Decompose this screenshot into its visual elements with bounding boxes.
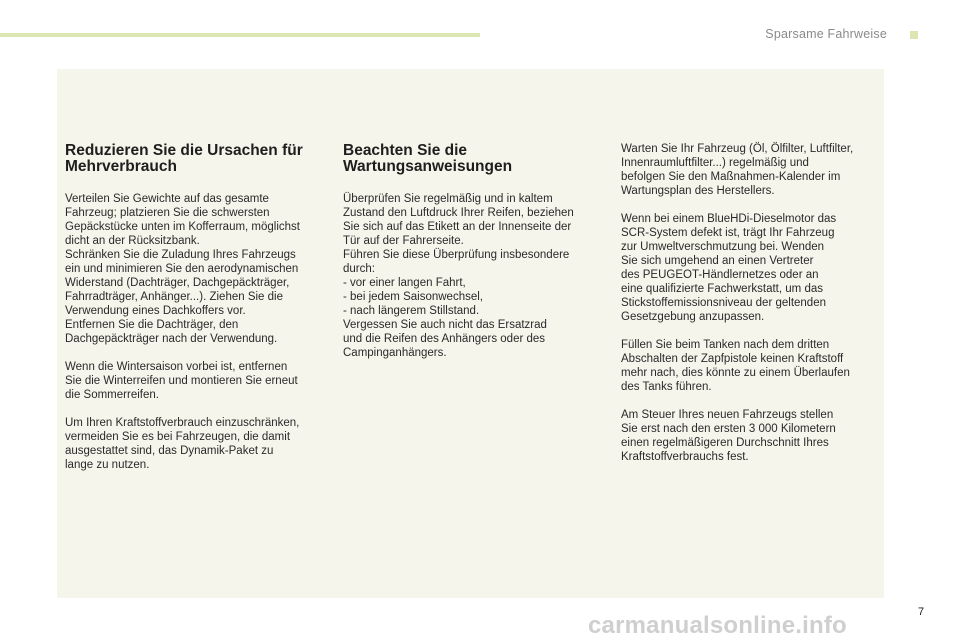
section-marker xyxy=(910,31,918,39)
watermark-logo: carmanualsonline.info xyxy=(588,612,847,639)
page-number: 7 xyxy=(918,606,925,618)
paragraph-new-vehicle: Am Steuer Ihres neuen Fahrzeugs stellen Sie erst nach den ersten 3 000 Kilometern einen regelmäßigeren Durchschnitt Ihres Kraftstoffverbrauchs fest. xyxy=(621,409,836,463)
paragraph-service-schedule: Warten Sie Ihr Fahrzeug (Öl, Ölfilter, Luftfilter, Innenraumluftfilter...) regelmäßig und befolgen Sie den Maßnahmen-Kalender im Wartungsplan des Herstellers. xyxy=(621,143,854,197)
heading-maintenance: Beachten Sie die Wartungsanweisungen xyxy=(343,142,513,175)
paragraph-refuelling: Füllen Sie beim Tanken nach dem dritten Abschalten der Zapfpistole keinen Kraftstoff mehr nach, dies könnte zu einem Überlaufen des Tanks führen. xyxy=(621,339,850,393)
paragraph-scr-system: Wenn bei einem BlueHDi-Dieselmotor das SCR-System defekt ist, trägt Ihr Fahrzeug zur Umweltverschmutzung bei. Wenden Sie sich umgehend an einen Vertreter des PEUGEOT-Händlernetzes oder an eine qualifizierte Fachwerkstatt, um das Stickstoffemissionsniveau der geltenden Gesetzgebung anzupassen. xyxy=(621,213,837,323)
paragraph-winter-tyres: Wenn die Wintersaison vorbei ist, entfernen Sie die Winterreifen und montieren Sie erneut die Sommerreifen. xyxy=(65,361,298,401)
column-reduce-consumption xyxy=(65,143,327,486)
column-maintenance xyxy=(343,143,605,374)
section-title: Sparsame Fahrweise xyxy=(765,27,887,41)
paragraph-dynamic-pack: Um Ihren Kraftstoffverbrauch einzuschränken, vermeiden Sie es bei Fahrzeugen, die damit ausgestattet sind, das Dynamik-Paket zu lange zu nutzen. xyxy=(65,417,300,471)
paragraph-weight-distribution: Verteilen Sie Gewichte auf das gesamte Fahrzeug; platzieren Sie die schwersten Gepäckstücke unten im Kofferraum, möglichst dicht an der Rücksitzbank. Schränken Sie die Zuladung Ihres Fahrzeugs ein und minimieren Sie den aerodynamischen Widerstand (Dachträger, Dachgepäckträger, Fahrradträger, Anhänger...). Ziehen Sie die Verwendung eines Dachkoffers vor. Entfernen Sie die Dachträger, den Dachgepäckträger nach der Verwendung. xyxy=(65,193,301,345)
paragraph-tyre-pressure: Überprüfen Sie regelmäßig und in kaltem Zustand den Luftdruck Ihrer Reifen, beziehen Sie sich auf das Etikett an der Innenseite der Tür auf der Fahrerseite. Führen Sie diese Überprüfung insbesondere durch: - vor einer langen Fahrt, - bei jedem Saisonwechsel, - nach längerem Stillstand. Vergessen Sie auch nicht das Ersatzrad und die Reifen des Anhängers oder des Campinganhängers. xyxy=(343,193,574,359)
column-service-tips xyxy=(621,142,883,478)
header-rule xyxy=(0,33,480,37)
heading-reduce-consumption: Reduzieren Sie die Ursachen für Mehrverbrauch xyxy=(65,142,303,175)
